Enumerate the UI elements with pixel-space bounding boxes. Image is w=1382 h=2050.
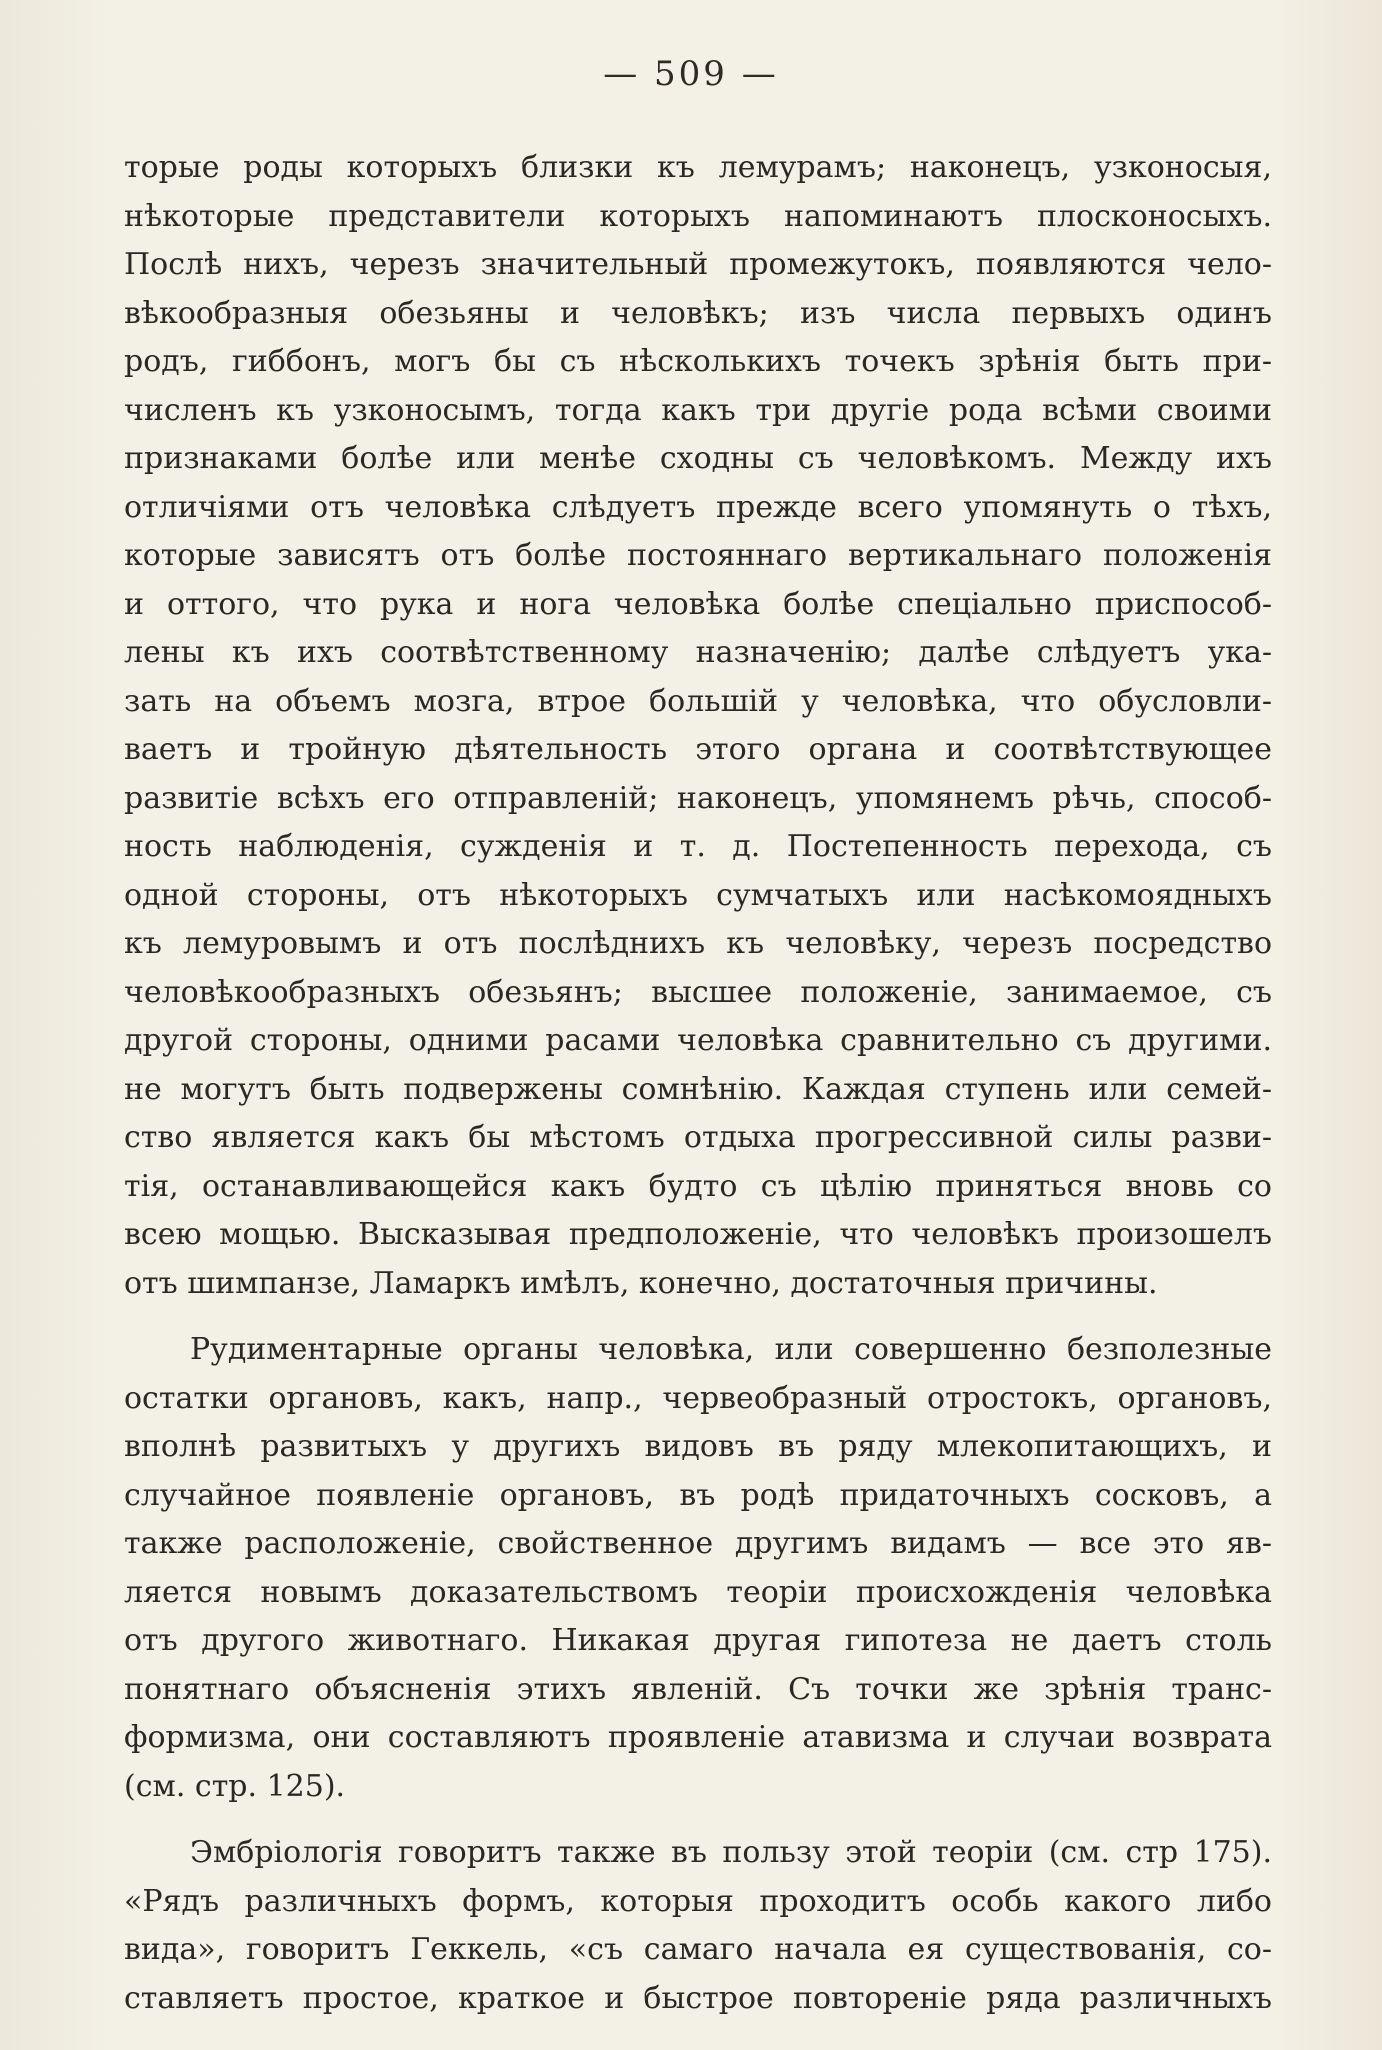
text-line: «Рядъ различныхъ формъ, которыя проходитъ особь какого либо: [124, 1883, 1272, 1919]
text-line: ваетъ и тройную дѣятельность этого органа и соотвѣтствующее: [124, 732, 1272, 767]
text-line: вида», говоритъ Геккель, «съ самаго начала ея существованія, со-: [124, 1932, 1272, 1967]
text-line: (см. стр. 125).: [124, 1768, 346, 1804]
text-line: тія, останавливающейся какъ будто съ цѣлію приняться вновь со: [124, 1168, 1272, 1204]
text-line: случайное появленіе органовъ, въ родѣ придаточныхъ сосковъ, а: [124, 1477, 1272, 1513]
text-line: и оттого, что рука и нога человѣка болѣе спеціально приспособ-: [124, 586, 1272, 622]
text-line: численъ къ узконосымъ, тогда какъ три другіе рода всѣми своими: [124, 392, 1272, 428]
text-line: остатки органовъ, какъ, напр., червеобразный отростокъ, органовъ,: [124, 1380, 1272, 1416]
text-line: ставляетъ простое, краткое и быстрое повтореніе ряда различныхъ: [124, 1980, 1272, 2016]
paragraph-gap: [124, 1308, 1272, 1326]
text-line: которые зависятъ отъ болѣе постояннаго вертикальнаго положенія: [124, 538, 1272, 573]
paragraph-1: [124, 144, 1272, 1308]
text-line: лены къ ихъ соотвѣтственному назначенію; далѣе слѣдуетъ ука-: [124, 635, 1272, 670]
text-line: не могутъ быть подвержены сомнѣнію. Каждая ступень или семей-: [124, 1071, 1272, 1107]
text-line: другой стороны, одними расами человѣка сравнительно съ другими.: [124, 1023, 1272, 1058]
paragraph-3: [124, 1829, 1272, 2023]
paragraph-2: [124, 1326, 1272, 1811]
text-line: отъ шимпанзе, Ламаркъ имѣлъ, конечно, достаточныя причины.: [124, 1265, 1158, 1301]
text-line: ность наблюденія, сужденія и т. д. Постепенность перехода, съ: [124, 829, 1272, 864]
text-line: развитіе всѣхъ его отправленій; наконецъ, упомянемъ рѣчь, способ-: [124, 780, 1272, 816]
text-line: одной стороны, отъ нѣкоторыхъ сумчатыхъ или насѣкомоядныхъ: [124, 877, 1272, 913]
text-line: понятнаго объясненія этихъ явленій. Съ точки же зрѣнія транс-: [124, 1671, 1272, 1707]
text-line: признаками болѣе или менѣе сходны съ человѣкомъ. Между ихъ: [124, 441, 1272, 476]
text-line: человѣкообразныхъ обезьянъ; высшее положеніе, занимаемое, съ: [124, 974, 1272, 1010]
text-line: Послѣ нихъ, черезъ значительный промежутокъ, появляются чело-: [124, 247, 1272, 282]
text-line: ляется новымъ доказательствомъ теоріи происхожденія человѣка: [124, 1574, 1272, 1610]
text-line: отъ другого животнаго. Никакая другая гипотеза не даетъ столь: [124, 1623, 1272, 1658]
text-line: формизма, они составляютъ проявленіе атавизма и случаи возврата: [124, 1720, 1272, 1755]
text-line: всею мощью. Высказывая предположеніе, что человѣкъ произошелъ: [124, 1217, 1272, 1252]
text-line: родъ, гиббонъ, могъ бы съ нѣсколькихъ точекъ зрѣнія быть при-: [124, 344, 1272, 379]
paragraph-gap: [124, 1811, 1272, 1829]
body-text: [124, 144, 1272, 2023]
text-line: вѣкообразныя обезьяны и человѣкъ; изъ числа первыхъ одинъ: [124, 295, 1272, 331]
text-line: Эмбріологія говоритъ также въ пользу этой теоріи (см. стр 175).: [190, 1835, 1272, 1870]
text-line: нѣкоторые представители которыхъ напоминаютъ плосконосыхъ.: [124, 198, 1272, 234]
text-line: торые роды которыхъ близки къ лемурамъ; наконецъ, узконосыя,: [124, 150, 1272, 185]
text-line: къ лемуровымъ и отъ послѣднихъ къ человѣку, черезъ посредство: [124, 926, 1272, 961]
text-line: ство является какъ бы мѣстомъ отдыха прогрессивной силы разви-: [124, 1120, 1272, 1155]
text-line: зать на объемъ мозга, втрое большій у человѣка, что обусловли-: [124, 683, 1272, 719]
text-line: Рудиментарные органы человѣка, или совершенно безполезные: [190, 1332, 1272, 1367]
page-number: — 509 —: [603, 54, 779, 94]
text-line: также расположеніе, свойственное другимъ видамъ — все это яв-: [124, 1526, 1272, 1561]
text-line: вполнѣ развитыхъ у другихъ видовъ въ ряду млекопитающихъ, и: [124, 1429, 1272, 1464]
text-line: отличіями отъ человѣка слѣдуетъ прежде всего упомянуть о тѣхъ,: [124, 489, 1272, 525]
